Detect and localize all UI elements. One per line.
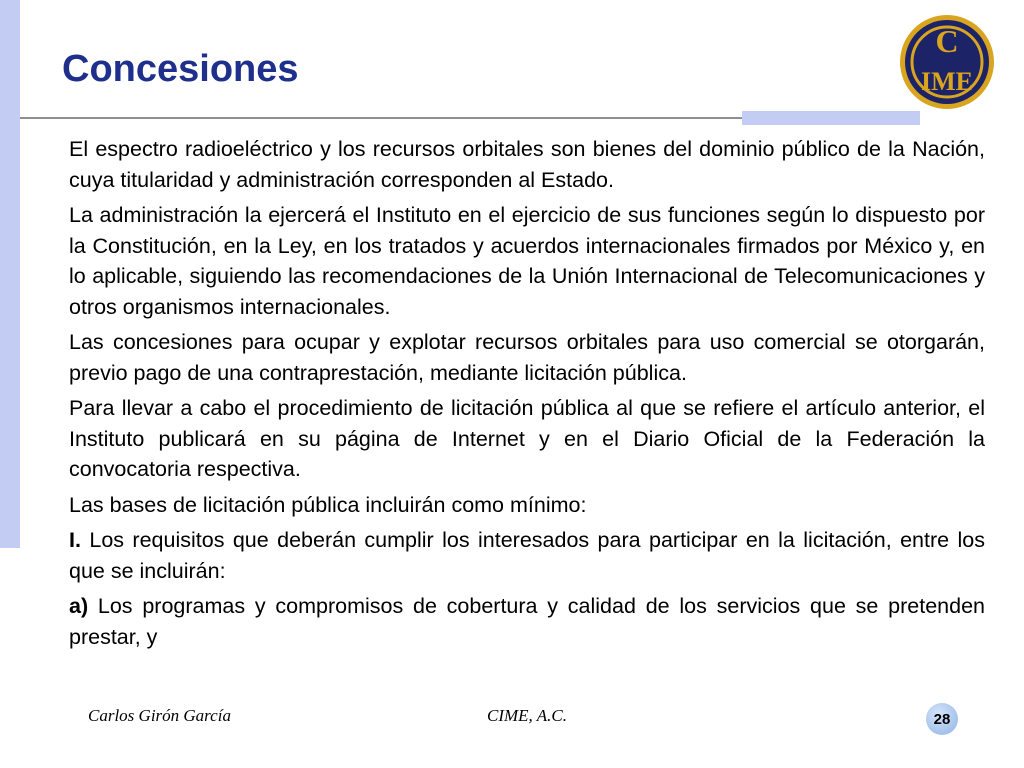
page-number-badge: 28 (926, 703, 958, 735)
paragraph-text: El espectro radioeléctrico y los recursos orbitales son bienes del dominio público de la Nación, cuya titularidad y administración corresponden al Estado. (69, 137, 985, 192)
logo-letter-c: C (935, 23, 959, 59)
paragraph-text: Para llevar a cabo el procedimiento de licitación pública al que se refiere el artículo anterior, el Instituto publicará en su página de Internet y en el Diario Oficial de la Federación la convocatoria respectiva. (69, 396, 985, 481)
slide-title: Concesiones (62, 48, 299, 90)
footer-organization: CIME, A.C. (487, 706, 567, 725)
paragraph-text: Las concesiones para ocupar y explotar recursos orbitales para uso comercial se otorgarán, previo pago de una contraprestación, mediante licitación pública. (69, 330, 985, 385)
footer-author: Carlos Girón García (88, 706, 231, 725)
paragraph (69, 134, 985, 195)
left-accent-bar (0, 0, 20, 548)
paragraph (69, 525, 985, 586)
list-marker-roman: I. (69, 528, 81, 552)
paragraph-text: La administración la ejercerá el Instituto en el ejercicio de sus funciones según lo dispuesto por la Constitución, en la Ley, en los tratados y acuerdos internacionales firmados por México y, en lo aplicable, siguiendo las recomendaciones de la Unión Internacional de Telecomunicaciones y otros organismos internacionales. (69, 203, 985, 319)
title-accent-bar (742, 111, 920, 125)
paragraph (69, 591, 985, 652)
paragraph (69, 490, 985, 521)
paragraph (69, 393, 985, 485)
logo-letters-ime: IME (921, 67, 973, 96)
paragraph-text: Las bases de licitación pública incluirán como mínimo: (69, 492, 587, 517)
paragraph (69, 327, 985, 388)
slide-body (69, 134, 985, 657)
paragraph-text: Los programas y compromisos de cobertura y calidad de los servicios que se pretenden prestar, y (69, 594, 985, 649)
paragraph-text: Los requisitos que deberán cumplir los interesados para participar en la licitación, entre los que se incluirán: (69, 528, 985, 583)
paragraph (69, 200, 985, 322)
list-marker-letter: a) (69, 594, 89, 618)
cime-logo (895, 10, 1000, 112)
